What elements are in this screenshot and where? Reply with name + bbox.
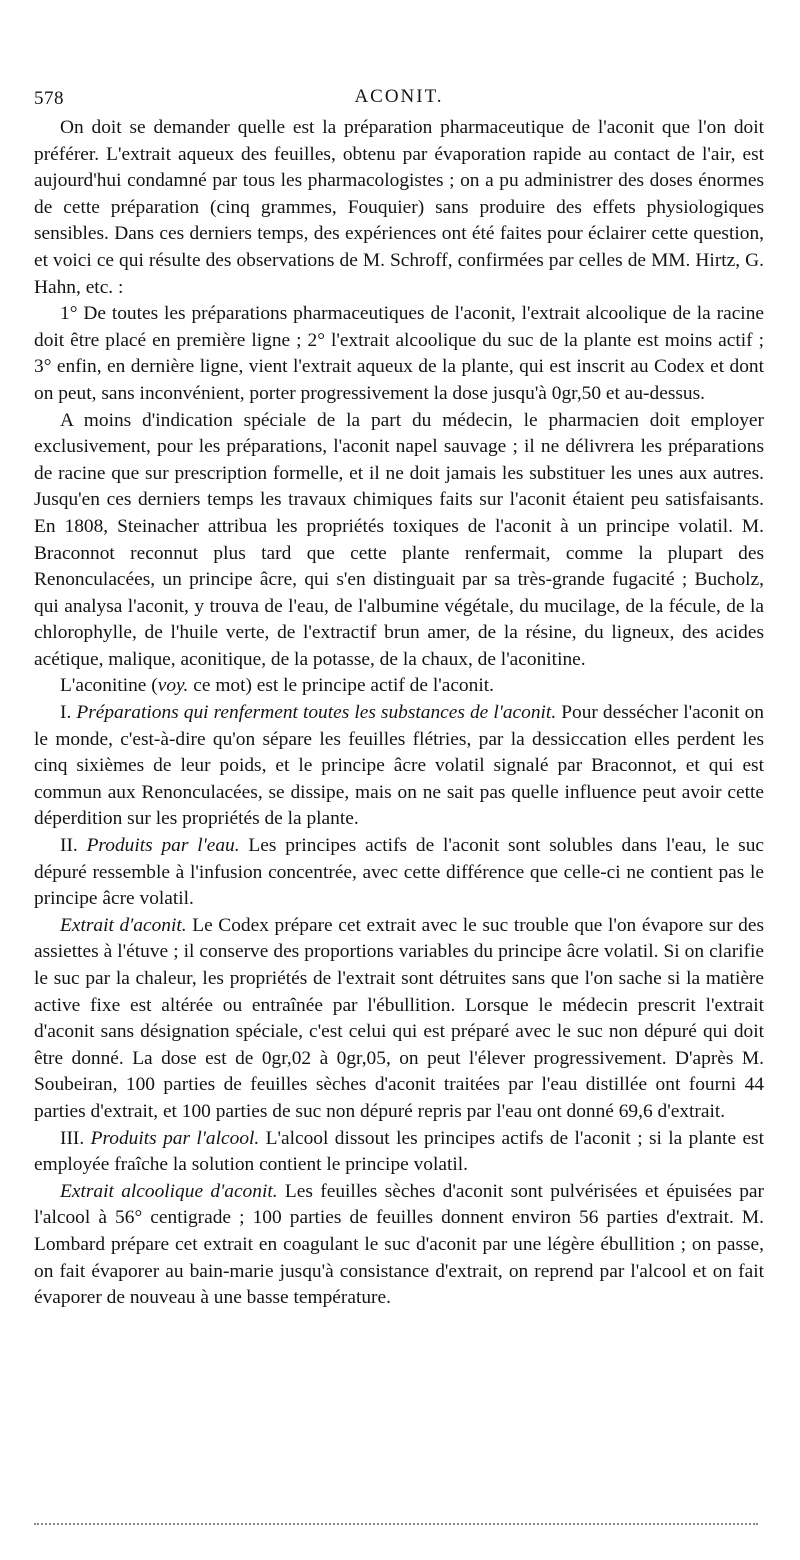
paragraph-chemistry <box>34 408 764 674</box>
section-ii-numeral: II. <box>60 835 87 857</box>
paragraph-ranking <box>34 301 764 407</box>
subsection-extrait-heading: Extrait d'aconit. <box>60 914 187 936</box>
paragraph-intro <box>34 115 764 301</box>
paragraph-ranking-text: 1° De toutes les préparations pharmaceutiques de l'aconit, l'extrait alcoolique de la racine doit être placé en première ligne ; 2° l'extrait alcoolique du suc de la plante est moins actif ; 3° enfin, en dernière ligne, vient l'extrait aqueux de la plante, qui est inscrit au Codex et dont on peut, sans inconvénient, porter progressivement la dose jusqu'à 0gr,50 et au-dessus. <box>34 303 764 404</box>
subsection-extrait-alcoolique <box>34 1179 764 1312</box>
running-title: ACONIT. <box>354 86 444 107</box>
section-iii-alcool <box>34 1126 764 1179</box>
paragraph-aconitine-text: ce mot) est le principe actif de l'aconit. <box>188 675 494 697</box>
paragraph-intro-text: On doit se demander quelle est la préparation pharmaceutique de l'aconit que l'on doit préférer. L'extrait aqueux des feuilles, obtenu par évaporation rapide au contact de l'air, est aujourd'hui condamné par tous les pharmacologistes ; on a pu administrer des doses énormes de cette préparation (cinq grammes, Fouquier) sans produire des effets physiologiques sensibles. Dans ces derniers temps, des expériences ont été faites pour éclairer cette question, et voici ce qui résulte des observations de M. Schroff, confirmées par celles de MM. Hirtz, G. Hahn, etc. : <box>34 117 764 298</box>
section-iii-text: L'alcool dissout les principes actifs de l'aconit ; si la plante est employée fraîche la solution contient le principe volatil. <box>34 1127 764 1176</box>
paragraph-aconitine-emphasis: voy. <box>157 675 189 697</box>
section-ii-text: Les principes actifs de l'aconit sont solubles dans l'eau, le suc dépuré ressemble à l'infusion concentrée, avec cette différence que celle-ci ne contient pas le principe âcre volatil. <box>34 835 764 910</box>
section-i-text: Pour dessécher l'aconit on le monde, c'est-à-dire qu'on sépare les feuilles flétries, par la dessiccation elles perdent les cinq sixièmes de leur poids, et le principe âcre volatil signalé par Braconnot, et qui est commun aux Renonculacées, se dissipe, mais on ne sait pas quelle influence peut avoir cette déperdition sur les propriétés de la plante. <box>34 702 764 830</box>
body-text <box>34 115 764 1312</box>
section-i-heading: Préparations qui renferment toutes les substances de l'aconit. <box>76 702 557 724</box>
section-iii-heading: Produits par l'alcool. <box>90 1127 260 1149</box>
section-i-preparations <box>34 700 764 833</box>
paragraph-aconitine <box>34 673 764 700</box>
paragraph-chemistry-text: A moins d'indication spéciale de la part du médecin, le pharmacien doit employer exclusivement, pour les préparations, l'aconit napel sauvage ; il ne délivrera les préparations de racine que sur prescription formelle, et il ne doit jamais les substituer les unes aux autres. Jusqu'en ces derniers temps les travaux chimiques faits sur l'aconit étaient peu satisfaisants. En 1808, Steinacher attribua les propriétés toxiques de l'aconit à un principe volatil. M. Braconnot reconnut plus tard que cette plante renfermait, comme la plupart des Renonculacées, un principe âcre, qui s'en distinguait par sa très-grande fugacité ; Bucholz, qui analysa l'aconit, y trouva de l'eau, de l'albumine végétale, du mucilage, de la fécule, de la chlorophylle, de l'huile verte, de l'extractif brun amer, de la résine, du ligneux, des acides acétique, malique, aconitique, de la potasse, de la chaux, de l'aconitine. <box>34 409 764 670</box>
section-iii-numeral: III. <box>60 1127 91 1149</box>
section-i-numeral: I. <box>60 702 77 724</box>
subsection-extrait-text: Le Codex prépare cet extrait avec le suc trouble que l'on évapore sur des assiettes à l'étuve ; il conserve des proportions variables du principe âcre volatil. Si on clarifie le suc par la chaleur, les propriétés de l'extrait sont détruites sans que l'on sache si la matière active fixe est altérée ou entraînée par l'ébullition. Lorsque le médecin prescrit l'extrait d'aconit sans désignation spéciale, c'est celui qui est préparé avec le suc non dépuré qui doit être donné. La dose est de 0gr,02 à 0gr,05, on peut l'élever progressivement. D'après M. Soubeiran, 100 parties de feuilles sèches d'aconit traitées par l'eau distillée ont fourni 44 parties d'extrait, et 100 parties de suc non dépuré repris par l'eau ont donné 69,6 d'extrait. <box>34 914 764 1122</box>
subsection-extrait-aconit <box>34 913 764 1126</box>
subsection-alcoolique-text: Les feuilles sèches d'aconit sont pulvérisées et épuisées par l'alcool à 56° centigrade ; 100 parties de feuilles donnent environ 56 parties d'extrait. M. Lombard prépare cet extrait en coagulant le suc d'aconit par une légère ébullition ; on passe, on fait évaporer au bain-marie jusqu'à consistance d'extrait, on reprend par l'alcool et on fait évaporer de nouveau à une basse température. <box>34 1180 764 1309</box>
subsection-alcoolique-heading: Extrait alcoolique d'aconit. <box>60 1180 278 1202</box>
page-number: 578 <box>34 88 64 109</box>
footer-dotted-rule <box>34 1523 758 1525</box>
paragraph-aconitine-pre: L'aconitine ( <box>60 675 158 697</box>
section-ii-eau <box>34 833 764 913</box>
running-header <box>34 84 764 112</box>
section-ii-heading: Produits par l'eau. <box>86 835 240 857</box>
